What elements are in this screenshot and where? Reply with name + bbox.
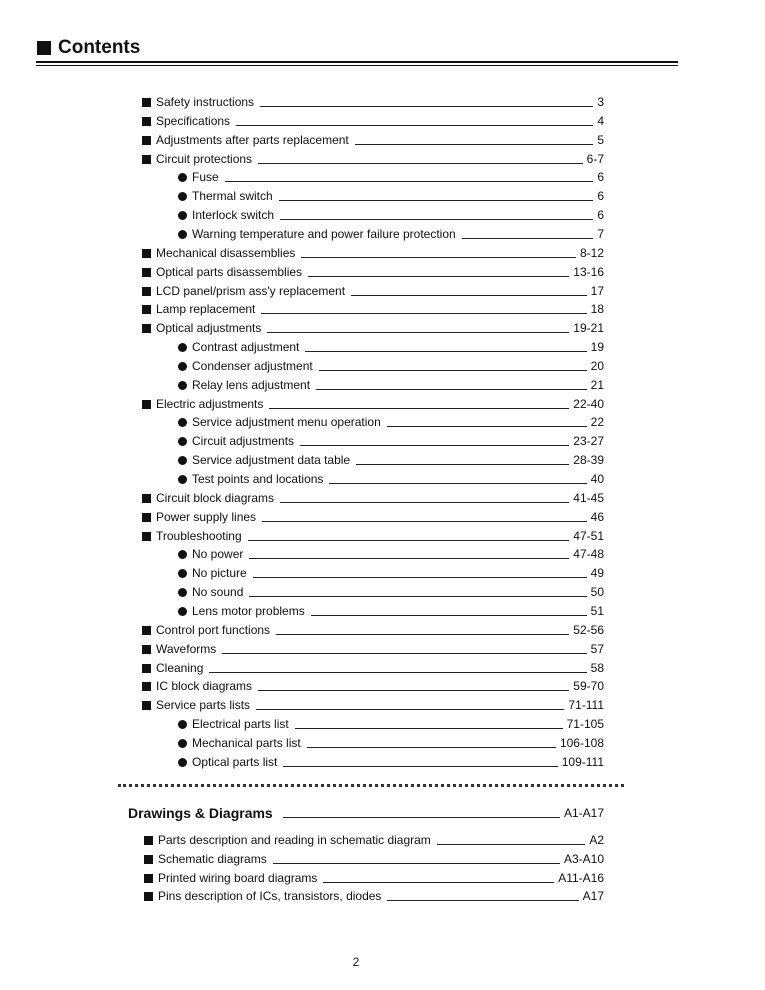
toc-entry-label: IC block diagrams <box>156 679 253 694</box>
toc-entry[interactable] <box>142 642 604 656</box>
toc-subentry[interactable] <box>178 453 604 467</box>
drawings-entry-label: Pins description of ICs, transistors, diodes <box>158 889 382 904</box>
toc-subentry[interactable] <box>178 547 604 561</box>
toc-subentry[interactable] <box>178 755 604 769</box>
leader-line <box>387 425 587 427</box>
square-bullet-icon <box>142 494 151 503</box>
toc-entry[interactable] <box>142 661 604 675</box>
toc-entry[interactable] <box>142 510 604 524</box>
toc-subentry[interactable] <box>178 378 604 392</box>
toc-entry-label: Electrical parts list <box>192 717 289 732</box>
leader-line <box>249 557 569 559</box>
toc-entry-page: 71-111 <box>568 698 604 713</box>
drawings-entry-label: Parts description and reading in schematic diagram <box>158 833 431 847</box>
toc-entry-page: 6 <box>597 208 604 223</box>
leader-line <box>236 124 593 126</box>
toc-entry-page: 49 <box>590 566 604 581</box>
round-bullet-icon <box>178 758 187 767</box>
toc-entry-label: Adjustments after parts replacement <box>156 132 349 147</box>
leader-line <box>437 843 586 845</box>
drawings-entry-label: Printed wiring board diagrams <box>158 870 318 885</box>
leader-line <box>355 143 594 145</box>
leader-line <box>269 407 569 409</box>
toc-entry-page: 6 <box>597 189 604 204</box>
leader-line <box>300 444 569 446</box>
toc-entry[interactable] <box>142 302 604 316</box>
toc-entry-page: 4 <box>597 113 604 128</box>
leader-line <box>323 881 554 883</box>
toc-entry-label: Lamp replacement <box>156 302 256 317</box>
leader-line <box>356 463 569 465</box>
toc-entry[interactable] <box>142 623 604 637</box>
square-bullet-icon <box>144 836 153 845</box>
toc-entry-label: Power supply lines <box>156 509 257 524</box>
leader-line <box>256 708 564 710</box>
leader-line <box>262 520 587 522</box>
leader-line <box>316 388 587 390</box>
square-bullet-icon <box>142 136 151 145</box>
toc-entry-label: Fuse <box>192 170 219 185</box>
toc-entry-page: 59-70 <box>573 679 604 694</box>
toc-entry-label: No sound <box>192 585 244 600</box>
toc-subentry[interactable] <box>178 208 604 222</box>
header-rule-thick <box>36 61 678 63</box>
leader-line <box>225 180 594 182</box>
toc-entry-page: 46 <box>590 509 604 524</box>
toc-entry-page: 19 <box>590 340 604 355</box>
toc-subentry[interactable] <box>178 170 604 184</box>
round-bullet-icon <box>178 418 187 427</box>
toc-entry-page: 28-39 <box>573 453 604 468</box>
drawings-section-page: A1-A17 <box>563 806 604 820</box>
toc-entry[interactable] <box>142 284 604 298</box>
toc-subentry[interactable] <box>178 227 604 241</box>
toc-subentry[interactable] <box>178 736 604 750</box>
leader-line <box>307 746 556 748</box>
round-bullet-icon <box>178 720 187 729</box>
toc-entry-label: Thermal switch <box>192 189 273 204</box>
toc-entry-page: 106-108 <box>559 735 604 750</box>
leader-line <box>258 689 569 691</box>
round-bullet-icon <box>178 343 187 352</box>
toc-entry-label: Waveforms <box>156 641 217 656</box>
square-bullet-icon <box>142 305 151 314</box>
leader-line <box>305 350 586 352</box>
toc-entry-label: Optical adjustments <box>156 321 262 336</box>
toc-entry[interactable] <box>142 95 604 109</box>
leader-line <box>311 614 587 616</box>
leader-line <box>319 369 587 371</box>
toc-entry-page: 50 <box>590 585 604 600</box>
toc-entry-page: 7 <box>597 226 604 241</box>
toc-entry-page: 109-111 <box>561 754 604 769</box>
leader-line <box>280 501 569 503</box>
toc-entry-label: Warning temperature and power failure protection <box>192 226 456 241</box>
round-bullet-icon <box>178 607 187 616</box>
toc-subentry[interactable] <box>178 472 604 486</box>
leader-line <box>279 199 594 201</box>
toc-entry-page: 19-21 <box>573 321 604 336</box>
toc-entry-page: 3 <box>597 95 604 109</box>
round-bullet-icon <box>178 550 187 559</box>
toc-entry-label: Service parts lists <box>156 698 251 713</box>
leader-line <box>209 671 586 673</box>
toc-entry-page: 47-48 <box>573 547 604 562</box>
leader-line <box>253 576 587 578</box>
drawings-section-heading <box>128 805 604 821</box>
toc-entry-label: Service adjustment data table <box>192 453 351 468</box>
toc-entry-label: Cleaning <box>156 660 204 675</box>
toc-entry-page: 13-16 <box>573 264 604 279</box>
drawings-entry-label: Schematic diagrams <box>158 851 267 866</box>
header-rule-thin <box>36 65 678 66</box>
square-bullet-icon <box>142 324 151 333</box>
toc-subentry[interactable] <box>178 604 604 618</box>
toc-entry-label: Electric adjustments <box>156 396 264 411</box>
square-bullet-icon <box>142 155 151 164</box>
leader-line <box>258 162 583 164</box>
toc-entry[interactable] <box>142 133 604 147</box>
toc-entry-label: Lens motor problems <box>192 603 305 618</box>
toc-entry[interactable] <box>142 679 604 693</box>
round-bullet-icon <box>178 381 187 390</box>
toc-subentry[interactable] <box>178 415 604 429</box>
square-bullet-icon <box>142 645 151 654</box>
toc-entry-page: 40 <box>590 472 604 486</box>
toc-entry[interactable] <box>142 698 604 712</box>
toc-entry-label: Contrast adjustment <box>192 340 300 355</box>
square-bullet-icon <box>142 682 151 691</box>
square-bullet-icon <box>144 855 153 864</box>
square-bullet-icon <box>142 268 151 277</box>
round-bullet-icon <box>178 173 187 182</box>
toc-entry-label: Safety instructions <box>156 95 255 109</box>
round-bullet-icon <box>178 475 187 484</box>
toc-subentry[interactable] <box>178 359 604 373</box>
leader-line <box>283 816 560 818</box>
square-bullet-icon <box>142 117 151 126</box>
toc-entry[interactable] <box>142 265 604 279</box>
square-bullet-icon <box>144 892 153 901</box>
leader-line <box>329 482 586 484</box>
toc-entry-page: 18 <box>590 302 604 317</box>
leader-line <box>276 633 569 635</box>
square-bullet-icon <box>142 626 151 635</box>
toc-subentry[interactable] <box>178 585 604 599</box>
toc-entry-page: 22-40 <box>573 396 604 411</box>
square-bullet-icon <box>142 400 151 409</box>
square-bullet-icon <box>37 41 51 55</box>
round-bullet-icon <box>178 588 187 597</box>
toc-entry-label: Optical parts disassemblies <box>156 264 303 279</box>
toc-subentry[interactable] <box>178 434 604 448</box>
toc-entry[interactable] <box>142 397 604 411</box>
toc-entry-label: Mechanical parts list <box>192 735 301 750</box>
toc-entry-page: 57 <box>590 641 604 656</box>
toc-entry[interactable] <box>142 246 604 260</box>
toc-entry-page: 47-51 <box>573 528 604 543</box>
toc-entry-page: 22 <box>590 415 604 430</box>
toc-entry[interactable] <box>142 152 604 166</box>
toc-entry[interactable] <box>142 321 604 335</box>
leader-line <box>387 899 578 901</box>
leader-line <box>261 312 586 314</box>
toc-entry-page: 5 <box>597 132 604 147</box>
leader-line <box>283 765 557 767</box>
round-bullet-icon <box>178 211 187 220</box>
toc-entry-label: Interlock switch <box>192 208 275 223</box>
toc-entry-label: Circuit protections <box>156 151 253 166</box>
page-title: Contents <box>58 37 141 58</box>
square-bullet-icon <box>144 874 153 883</box>
leader-line <box>273 862 560 864</box>
drawings-entry-page: A17 <box>582 889 604 904</box>
page-number: 2 <box>352 955 360 969</box>
toc-subentry[interactable] <box>178 189 604 203</box>
toc-entry-page: 23-27 <box>573 434 604 449</box>
toc-subentry[interactable] <box>178 340 604 354</box>
toc-entry[interactable] <box>142 529 604 543</box>
dotted-separator <box>118 784 624 787</box>
square-bullet-icon <box>142 249 151 258</box>
toc-entry-label: Relay lens adjustment <box>192 377 311 392</box>
toc-entry-label: Condenser adjustment <box>192 358 313 373</box>
toc-entry-label: Circuit block diagrams <box>156 490 275 505</box>
drawings-entry[interactable] <box>144 889 604 903</box>
toc-entry-label: No picture <box>192 566 247 581</box>
round-bullet-icon <box>178 230 187 239</box>
drawings-entry-page: A11-A16 <box>558 870 604 885</box>
square-bullet-icon <box>142 98 151 107</box>
drawings-entry-page: A3-A10 <box>563 851 604 866</box>
drawings-section-title: Drawings & Diagrams <box>128 805 273 821</box>
leader-line <box>295 727 563 729</box>
toc-entry-page: 20 <box>590 358 604 373</box>
drawings-entry[interactable] <box>144 833 604 847</box>
round-bullet-icon <box>178 569 187 578</box>
toc-entry-label: Mechanical disassemblies <box>156 245 296 260</box>
round-bullet-icon <box>178 739 187 748</box>
leader-line <box>280 218 593 220</box>
leader-line <box>248 539 570 541</box>
leader-line <box>267 331 569 333</box>
toc-entry-page: 6-7 <box>586 151 604 166</box>
toc-entry-label: No power <box>192 547 244 562</box>
toc-entry-label: Control port functions <box>156 622 271 637</box>
round-bullet-icon <box>178 362 187 371</box>
drawings-entry[interactable] <box>144 852 604 866</box>
toc-entry-label: Service adjustment menu operation <box>192 415 381 430</box>
toc-entry-page: 51 <box>590 603 604 618</box>
round-bullet-icon <box>178 456 187 465</box>
toc-entry-page: 71-105 <box>566 717 604 732</box>
leader-line <box>308 275 569 277</box>
toc-entry-page: 41-45 <box>573 490 604 505</box>
toc-entry-label: Troubleshooting <box>156 528 242 543</box>
toc-entry-label: Specifications <box>156 113 231 128</box>
leader-line <box>462 237 594 239</box>
toc-subentry[interactable] <box>178 566 604 580</box>
leader-line <box>260 105 593 107</box>
toc-entry-page: 17 <box>590 283 604 298</box>
drawings-entry[interactable] <box>144 871 604 885</box>
square-bullet-icon <box>142 287 151 296</box>
toc-entry-page: 52-56 <box>573 622 604 637</box>
toc-entry-page: 8-12 <box>579 245 604 260</box>
square-bullet-icon <box>142 513 151 522</box>
toc-subentry[interactable] <box>178 717 604 731</box>
round-bullet-icon <box>178 437 187 446</box>
toc-entry[interactable] <box>142 491 604 505</box>
toc-entry[interactable] <box>142 114 604 128</box>
leader-line <box>301 256 576 258</box>
square-bullet-icon <box>142 701 151 710</box>
toc-entry-label: Circuit adjustments <box>192 434 295 449</box>
leader-line <box>249 595 586 597</box>
drawings-entry-page: A2 <box>589 833 604 847</box>
leader-line <box>351 294 587 296</box>
toc-entry-page: 58 <box>590 660 604 675</box>
square-bullet-icon <box>142 532 151 541</box>
toc-entry-label: LCD panel/prism ass'y replacement <box>156 283 346 298</box>
toc-entry-page: 6 <box>597 170 604 185</box>
toc-entry-label: Test points and locations <box>192 472 324 486</box>
leader-line <box>222 652 586 654</box>
round-bullet-icon <box>178 192 187 201</box>
toc-entry-label: Optical parts list <box>192 754 278 769</box>
square-bullet-icon <box>142 664 151 673</box>
toc-entry-page: 21 <box>590 377 604 392</box>
